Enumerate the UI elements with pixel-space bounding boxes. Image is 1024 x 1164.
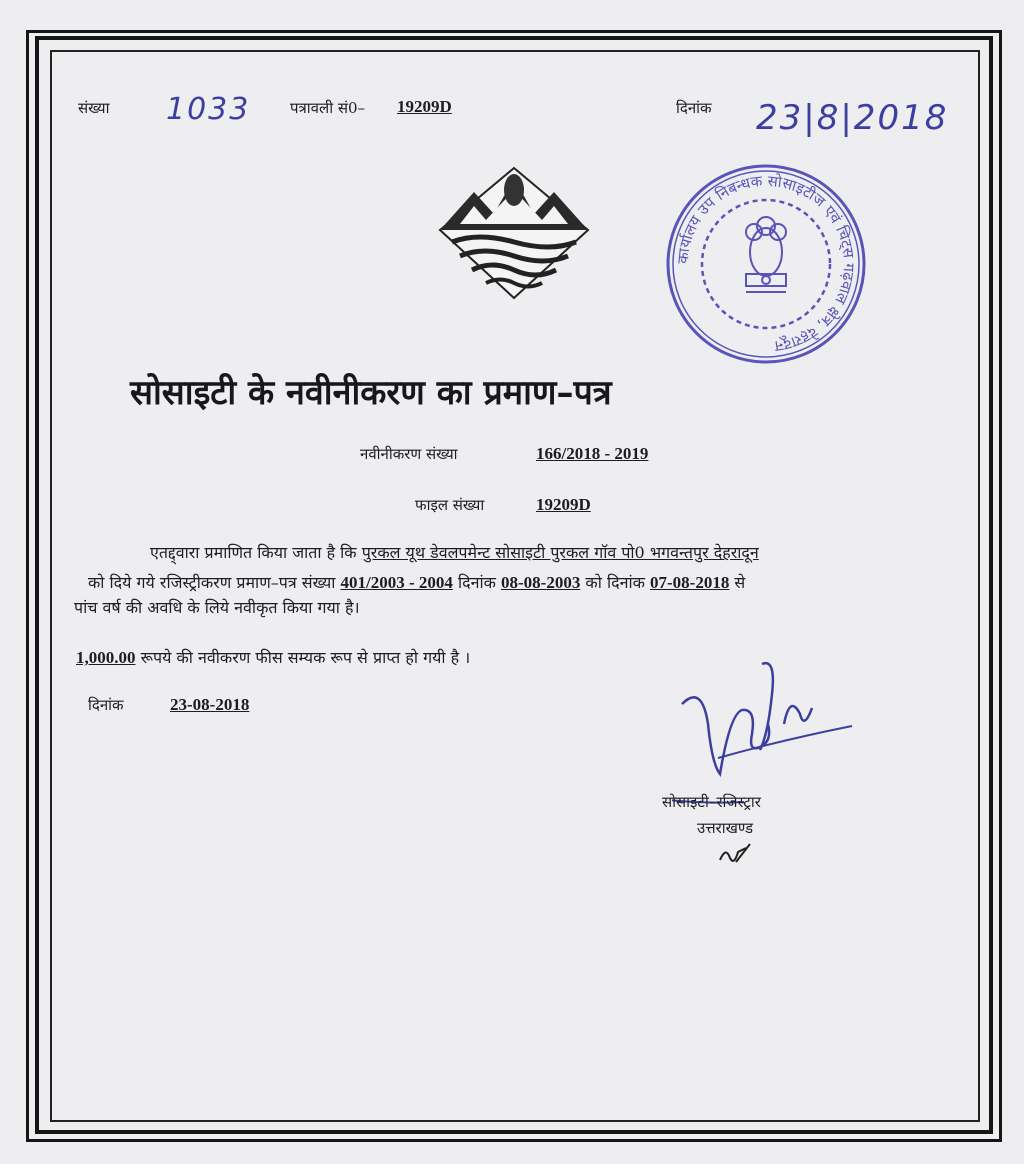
issue-date-value: 23-08-2018 xyxy=(170,695,250,714)
file-number-label: फाइल संख्या xyxy=(415,496,485,514)
renewal-date: 07-08-2018 xyxy=(650,573,730,592)
society-name: पुरकल यूथ डेवलपमेन्ट सोसाइटी पुरकल गॉव पो0 भगवन्तपुर देहरादून xyxy=(361,543,759,562)
body-line-1 xyxy=(150,541,759,563)
date-handwritten: 23|8|2018 xyxy=(756,98,949,138)
date-label: दिनांक xyxy=(676,99,712,117)
fee-text: रूपये की नवीकरण फीस सम्यक रूप से प्राप्त हो गयी है । xyxy=(140,648,471,667)
ashoka-emblem-icon xyxy=(746,217,786,292)
signatory-state: उत्तराखण्ड xyxy=(697,819,754,837)
file-ref-label: पत्रावली सं0– xyxy=(290,99,366,117)
seal-circular-text: कार्यालय उप निबन्धक सोसाइटीज एवं चिट्स गढ़वाल क्षेत्र, देहरादून xyxy=(673,171,859,356)
initials-mark xyxy=(716,842,756,868)
renewal-number-value: 166/2018 - 2019 xyxy=(536,444,649,463)
on-date-text: को दिनांक xyxy=(585,573,645,592)
fee-amount: 1,000.00 xyxy=(76,648,136,667)
uttarakhand-emblem-logo xyxy=(438,162,590,302)
body-line-3: पांच वर्ष की अवधि के लिये नवीकृत किया गया है। xyxy=(74,598,360,617)
official-seal-stamp xyxy=(664,162,868,366)
registration-date: 08-08-2003 xyxy=(501,573,581,592)
number-label: संख्या xyxy=(78,99,110,117)
number-handwritten: 1033 xyxy=(166,92,251,127)
registration-number: 401/2003 - 2004 xyxy=(340,573,453,592)
file-number-value: 19209D xyxy=(536,495,591,514)
file-ref-value: 19209D xyxy=(397,97,452,116)
from-text: से xyxy=(734,573,746,592)
fee-line xyxy=(76,646,470,668)
registration-text: को दिये गये रजिस्ट्रीकरण प्रमाण–पत्र संख्या xyxy=(88,573,336,592)
dated-text: दिनांक xyxy=(457,573,496,592)
renewal-number-label: नवीनीकरण संख्या xyxy=(360,445,458,463)
certificate-title: सोसाइटी के नवीनीकरण का प्रमाण–पत्र xyxy=(130,373,612,413)
signatory-title: सोसाइटी–रजिस्ट्रार xyxy=(662,793,761,811)
issue-date-label: दिनांक xyxy=(88,696,124,714)
body-line-2 xyxy=(88,571,745,593)
certify-text: एतद्द्वारा प्रमाणित किया जाता है कि xyxy=(150,543,357,562)
